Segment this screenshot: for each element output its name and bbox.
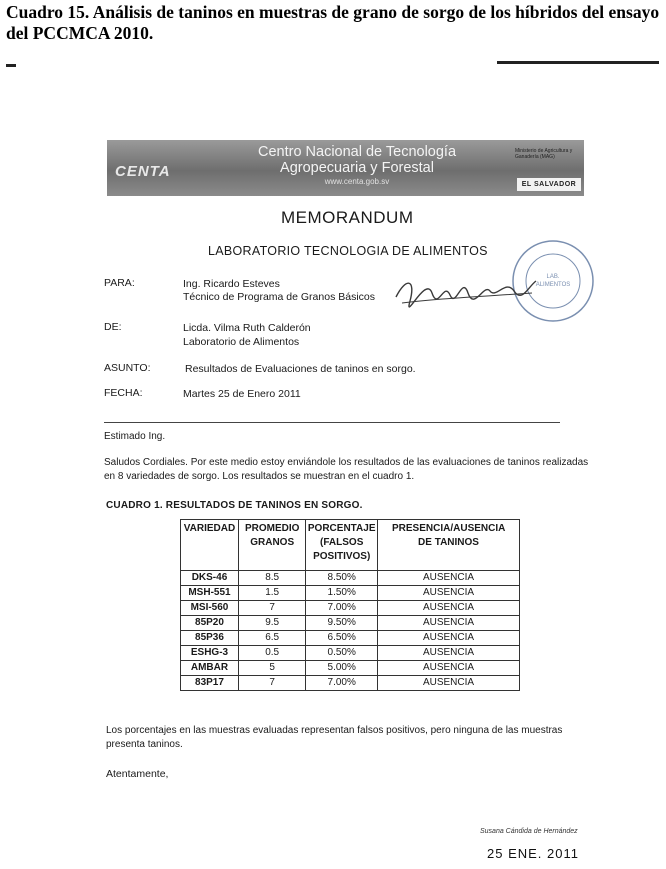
centa-logo: CENTA — [115, 163, 171, 180]
received-date-stamp: 25 ENE. 2011 — [487, 846, 579, 861]
body-paragraph: Saludos Cordiales. Por este medio estoy enviándole los resultados de las evaluaciones de taninos realizadas en 8 variedades de sorgo. Los resultados se muestran en el cuadro 1. — [104, 457, 589, 482]
col-header-variedad: VARIEDAD — [181, 520, 239, 571]
scan-mark-left — [6, 64, 16, 67]
cell-promedio: 0.5 — [238, 646, 305, 661]
cell-porcentaje: 9.50% — [306, 616, 378, 631]
col-header-porcentaje: PORCENTAJE (FALSOS POSITIVOS) — [306, 520, 378, 571]
scan-mark-right — [497, 61, 659, 64]
cell-porcentaje: 6.50% — [306, 631, 378, 646]
tannin-results-table — [180, 519, 520, 691]
closing: Atentamente, — [106, 768, 169, 780]
de-role: Laboratorio de Alimentos — [183, 336, 300, 348]
cell-presencia: AUSENCIA — [378, 631, 520, 646]
cell-porcentaje: 5.00% — [306, 661, 378, 676]
cell-presencia: AUSENCIA — [378, 616, 520, 631]
country-badge: EL SALVADOR — [517, 178, 581, 191]
org-name-line2: Agropecuaria y Forestal — [280, 160, 434, 176]
asunto-value: Resultados de Evaluaciones de taninos en sorgo. — [185, 363, 416, 375]
document-caption: Cuadro 15. Análisis de taninos en muestras de grano de sorgo de los híbridos del ensayo del PCCMCA 2010. — [6, 2, 660, 43]
asunto-label: ASUNTO: — [104, 362, 151, 374]
cell-presencia: AUSENCIA — [378, 571, 520, 586]
cell-variedad: MSI-560 — [181, 601, 239, 616]
cell-promedio: 7 — [238, 601, 305, 616]
svg-text:ALIMENTOS: ALIMENTOS — [535, 282, 571, 288]
department-title: LABORATORIO TECNOLOGIA DE ALIMENTOS — [208, 244, 488, 258]
conclusion-paragraph: Los porcentajes en las muestras evaluadas representan falsos positivos, pero ninguna de las muestras presenta taninos. — [106, 725, 563, 750]
col-header-presencia: PRESENCIA/AUSENCIA DE TANINOS — [378, 520, 520, 571]
cell-porcentaje: 8.50% — [306, 571, 378, 586]
received-by-name: Susana Cándida de Hernández — [480, 828, 578, 835]
cell-variedad: DKS-46 — [181, 571, 239, 586]
para-role: Técnico de Programa de Granos Básicos — [183, 291, 376, 303]
fecha-label: FECHA: — [104, 387, 143, 399]
signature — [392, 267, 540, 315]
para-name: Ing. Ricardo Esteves — [183, 278, 280, 290]
header-divider — [104, 422, 560, 423]
org-name-line1: Centro Nacional de Tecnología — [257, 144, 457, 160]
cell-variedad: 85P36 — [181, 631, 239, 646]
table-row — [181, 661, 520, 676]
cell-presencia: AUSENCIA — [378, 646, 520, 661]
cell-presencia: AUSENCIA — [378, 601, 520, 616]
letterhead-banner — [107, 140, 584, 196]
cell-presencia: AUSENCIA — [378, 661, 520, 676]
cell-variedad: AMBAR — [181, 661, 239, 676]
cell-porcentaje: 0.50% — [306, 646, 378, 661]
ministry-label: Ministerio de Agricultura y Ganadería (MAG) — [515, 148, 573, 160]
cell-promedio: 8.5 — [238, 571, 305, 586]
cell-presencia: AUSENCIA — [378, 586, 520, 601]
para-label: PARA: — [104, 277, 135, 289]
de-name: Licda. Vilma Ruth Calderón — [183, 322, 311, 334]
fecha-value: Martes 25 de Enero 2011 — [183, 388, 301, 400]
cell-promedio: 1.5 — [238, 586, 305, 601]
table-row — [181, 601, 520, 616]
cell-promedio: 9.5 — [238, 616, 305, 631]
cell-promedio: 6.5 — [238, 631, 305, 646]
table-row — [181, 586, 520, 601]
de-label: DE: — [104, 321, 122, 333]
cell-presencia: AUSENCIA — [378, 676, 520, 691]
cell-variedad: 83P17 — [181, 676, 239, 691]
memo-title: MEMORANDUM — [281, 208, 414, 227]
cell-porcentaje: 7.00% — [306, 676, 378, 691]
cell-promedio: 7 — [238, 676, 305, 691]
table-row — [181, 631, 520, 646]
cell-porcentaje: 7.00% — [306, 601, 378, 616]
svg-text:LAB.: LAB. — [546, 274, 560, 280]
table-row — [181, 676, 520, 691]
greeting: Estimado Ing. — [104, 431, 166, 442]
org-website: www.centa.gob.sv — [324, 177, 390, 186]
cell-promedio: 5 — [238, 661, 305, 676]
table-row — [181, 646, 520, 661]
table-header-row — [181, 520, 520, 571]
cell-variedad: 85P20 — [181, 616, 239, 631]
cell-porcentaje: 1.50% — [306, 586, 378, 601]
table-row — [181, 616, 520, 631]
letterhead-org — [227, 144, 487, 187]
col-header-promedio: PROMEDIO GRANOS — [238, 520, 305, 571]
cell-variedad: MSH-551 — [181, 586, 239, 601]
table-row — [181, 571, 520, 586]
cell-variedad: ESHG-3 — [181, 646, 239, 661]
table-title: CUADRO 1. RESULTADOS DE TANINOS EN SORGO. — [106, 500, 363, 511]
